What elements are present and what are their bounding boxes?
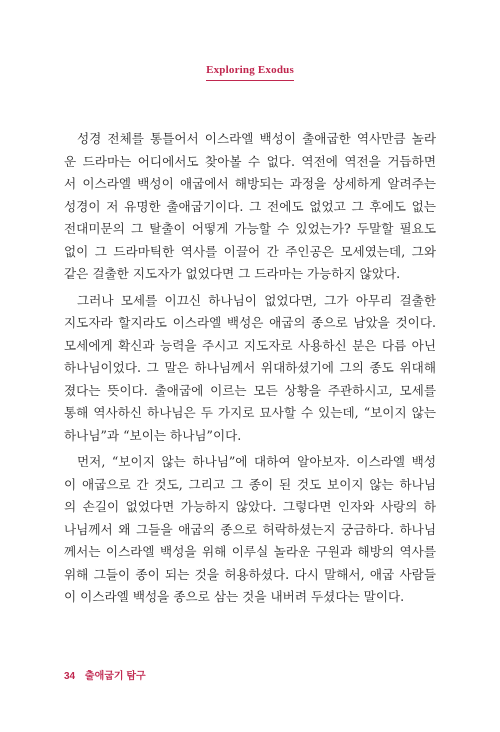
text-line: 없이 그 드라마틱한 역사를 이끌어 간 주인공은 모세였는데, 그와 [64,243,436,259]
text-line: 하나님”과 “보이는 하나님”이다. [64,427,242,443]
text-line: 통해 역사하신 하나님은 두 가지로 묘사할 수 있는데, “보이지 않는 [64,405,436,420]
text-line: 지도자라 할지라도 이스라엘 백성은 애굽의 종으로 남았을 것이다. [64,315,436,330]
running-header [0,58,500,81]
body-text [64,128,436,609]
text-line: 이 이스라엘 백성을 종으로 삼는 것을 내버려 두셨다는 말이다. [64,589,405,604]
text-line: 께서는 이스라엘 백성을 위해 이루실 놀라운 구원과 해방의 역사를 [64,544,436,559]
running-title: Exploring Exodus [206,64,294,81]
text-line: 전대미문의 그 탈출이 어떻게 가능할 수 있었는가? 두말할 필요도 [64,221,436,236]
text-line: 성경이 저 유명한 출애굽기이다. 그 전에도 없었고 그 후에도 없는 [64,198,436,214]
text-line: 성경 전체를 통틀어서 이스라엘 백성이 출애굽한 역사만큼 놀라 [77,131,436,146]
text-line: 그러나 모세를 이끄신 하나님이 없었다면, 그가 아무리 걸출한 [77,292,436,308]
text-line: 하나님이었다. 그 말은 하나님께서 위대하셨기에 그의 종도 위대해 [64,360,436,375]
text-line: 운 드라마는 어디에서도 찾아볼 수 없다. 역전에 역전을 거듭하면 [64,153,436,169]
paragraph-3 [64,451,436,609]
text-line: 의 손길이 없었다면 가능하지 않았다. 그렇다면 인자와 사랑의 하 [64,499,436,514]
text-line: 위해 그들이 종이 되는 것을 허용하셨다. 다시 말해서, 애굽 사람들 [64,566,436,582]
paragraph-2 [64,290,436,448]
book-title: 출애굽기 탐구 [84,671,146,682]
paragraph-1 [64,128,436,286]
text-line: 먼저, “보이지 않는 하나님”에 대하여 알아보자. 이스라엘 백성 [77,454,436,469]
text-line: 서 이스라엘 백성이 애굽에서 해방되는 과정을 상세하게 알려주는 [64,176,436,191]
text-line: 같은 걸출한 지도자가 없었다면 그 드라마는 가능하지 않았다. [64,266,401,281]
text-line: 이 애굽으로 간 것도, 그리고 그 종이 된 것도 보이지 않는 하나님 [64,476,436,492]
page-number: 34 [64,671,76,682]
page-footer [64,667,146,682]
text-line: 졌다는 뜻이다. 출애굽에 이르는 모든 상황을 주관하시고, 모세를 [64,382,436,398]
text-line: 나님께서 왜 그들을 애굽의 종으로 허락하셨는지 궁금하다. 하나님 [64,521,436,537]
text-line: 모세에게 확신과 능력을 주시고 지도자로 사용하신 분은 다름 아닌 [64,337,436,353]
